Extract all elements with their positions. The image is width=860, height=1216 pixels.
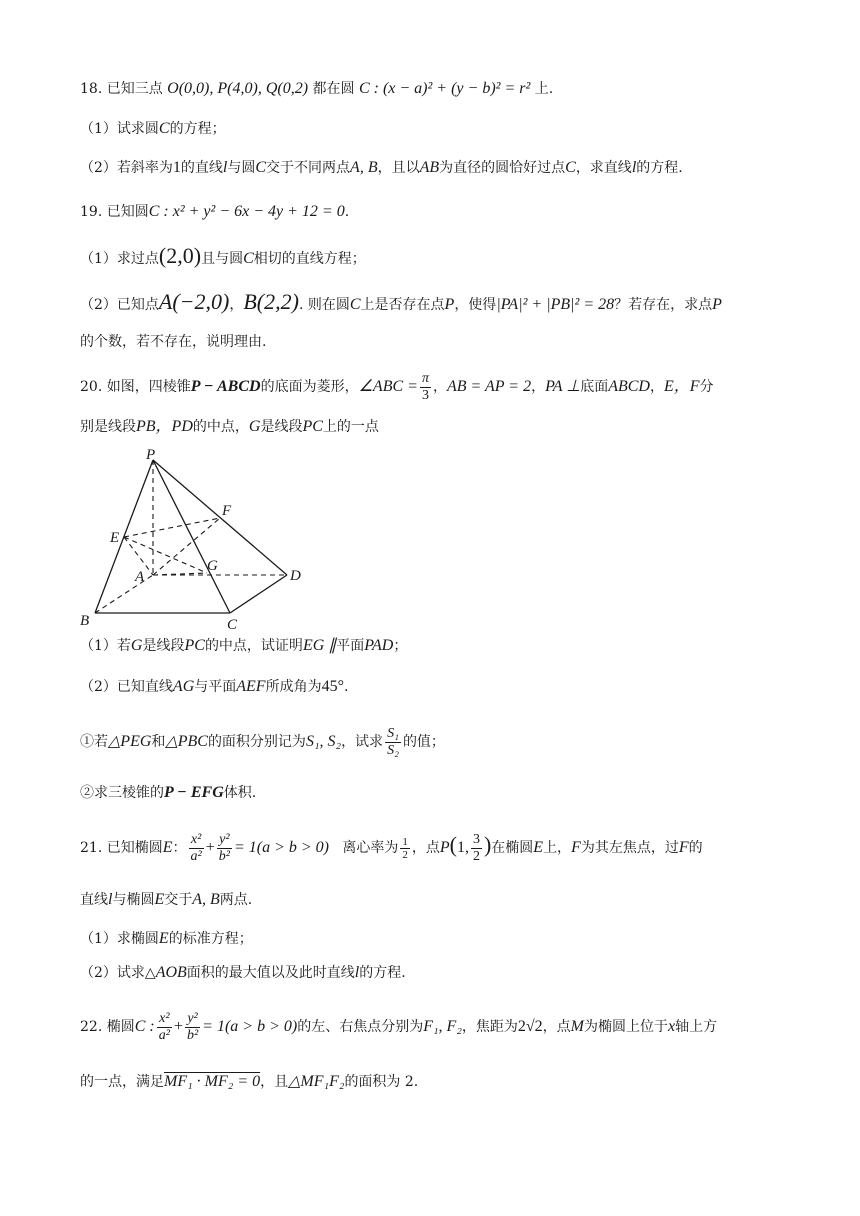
q20-part1: （1）若G是线段PC的中点，试证明EG ∥平面PAD；: [80, 637, 408, 654]
q22-statement-line2: 的一点，满足MF₁ · MF₂ = 0，且△MF₁F₂的面积为 2.: [80, 1073, 419, 1090]
question-number: 21.: [80, 840, 103, 856]
q18-statement: 18. 已知三点 O(0,0), P(4,0), Q(0,2) 都在圆 C : (x − a)² + (y − b)² = r² 上.: [80, 80, 554, 97]
q19-part2: （2）已知点A(−2,0)，B(2,2). 则在圆C上是否存在点P，使得|PA|² + |PB|² = 28？若存在，求点P: [80, 289, 722, 314]
math-circle-equation: C : (x − a)² + (y − b)² = r²: [358, 80, 531, 97]
q20-part2-1: ①若△PEG和△PBC的面积分别记为S₁, S₂，试求 $\frac{\text{S₁}}{\text{S₂}}$ 的值；: [80, 725, 445, 758]
edge-pd: [153, 460, 287, 575]
q20-statement: 20. 如图，四棱锥P − ABCD的底面为菱形，∠ABC = $\frac{\pi}{3}$ ，AB = AP = 2，PA ⊥底面ABCD，E，F分: [80, 370, 714, 403]
edge-cd: [230, 575, 287, 613]
question-number: 19.: [80, 204, 103, 220]
q18-part2: （2）若斜率为1的直线l与圆C交于不同两点A, B，且以AB为直径的圆恰好过点C，求直线l的方程.: [80, 159, 683, 176]
q21-part1: （1）求椭圆E的标准方程；: [80, 930, 253, 947]
q20-part2: （2）已知直线AG与平面AEF所成角为45°.: [80, 678, 349, 695]
q20-part2-2: ②求三棱锥的P − EFG体积.: [80, 784, 257, 801]
label-g: G: [207, 558, 218, 574]
q21-part2: （2）试求△AOB面积的最大值以及此时直线l的方程.: [80, 964, 406, 981]
label-a: A: [135, 569, 145, 585]
edge-ab: [95, 575, 153, 613]
label-e: E: [110, 530, 120, 546]
q21-statement: 21. 已知椭圆E： $\frac{\text{x²}}{\text{a²}}$ + $\frac{\text{y²}}{\text{b²}}$ = 1(a > b > 0) 离心率为 $\frac{1}{2}$ ，点P(1, $\frac{3}{2}$ )在椭圆E上，F为其左焦点，过F的: [80, 831, 703, 864]
question-number: 22.: [80, 1019, 103, 1035]
label-p: P: [146, 447, 156, 463]
label-d: D: [290, 568, 301, 584]
q19-part2-cont: 的个数，若不存在，说明理由.: [80, 334, 267, 350]
segment-ef: [124, 518, 220, 537]
q20-statement-line2: 别是线段PB，PD的中点，G是线段PC上的一点: [80, 418, 379, 435]
q19-statement: 19. 已知圆C : x² + y² − 6x − 4y + 12 = 0.: [80, 203, 350, 220]
label-b: B: [80, 613, 90, 629]
label-c: C: [227, 617, 238, 633]
pyramid-figure: [80, 445, 320, 635]
question-number: 20.: [80, 379, 103, 395]
q18-part1: （1）试求圆C的方程；: [80, 120, 226, 137]
q21-statement-line2: 直线l与椭圆E交于A, B两点.: [80, 891, 253, 908]
label-f: F: [222, 503, 232, 519]
edge-pc: [153, 460, 230, 613]
question-number: 18.: [80, 81, 103, 97]
math-distance-equation: |PA|² + |PB|² = 28: [496, 296, 615, 313]
math-circle-equation: C : x² + y² − 6x − 4y + 12 = 0: [148, 203, 345, 220]
math-points: O(0,0), P(4,0), Q(0,2): [167, 80, 309, 97]
q19-part1: （1）求过点(2,0)且与圆C相切的直线方程；: [80, 243, 366, 268]
q22-statement: 22. 椭圆C : $\frac{\text{x²}}{\text{a²}}$ + $\frac{\text{y²}}{\text{b²}}$ = 1(a > b > 0)的左、右焦点分别为F₁, F₂，焦距为2√2，点M为椭圆上位于x轴上方: [80, 1010, 718, 1043]
